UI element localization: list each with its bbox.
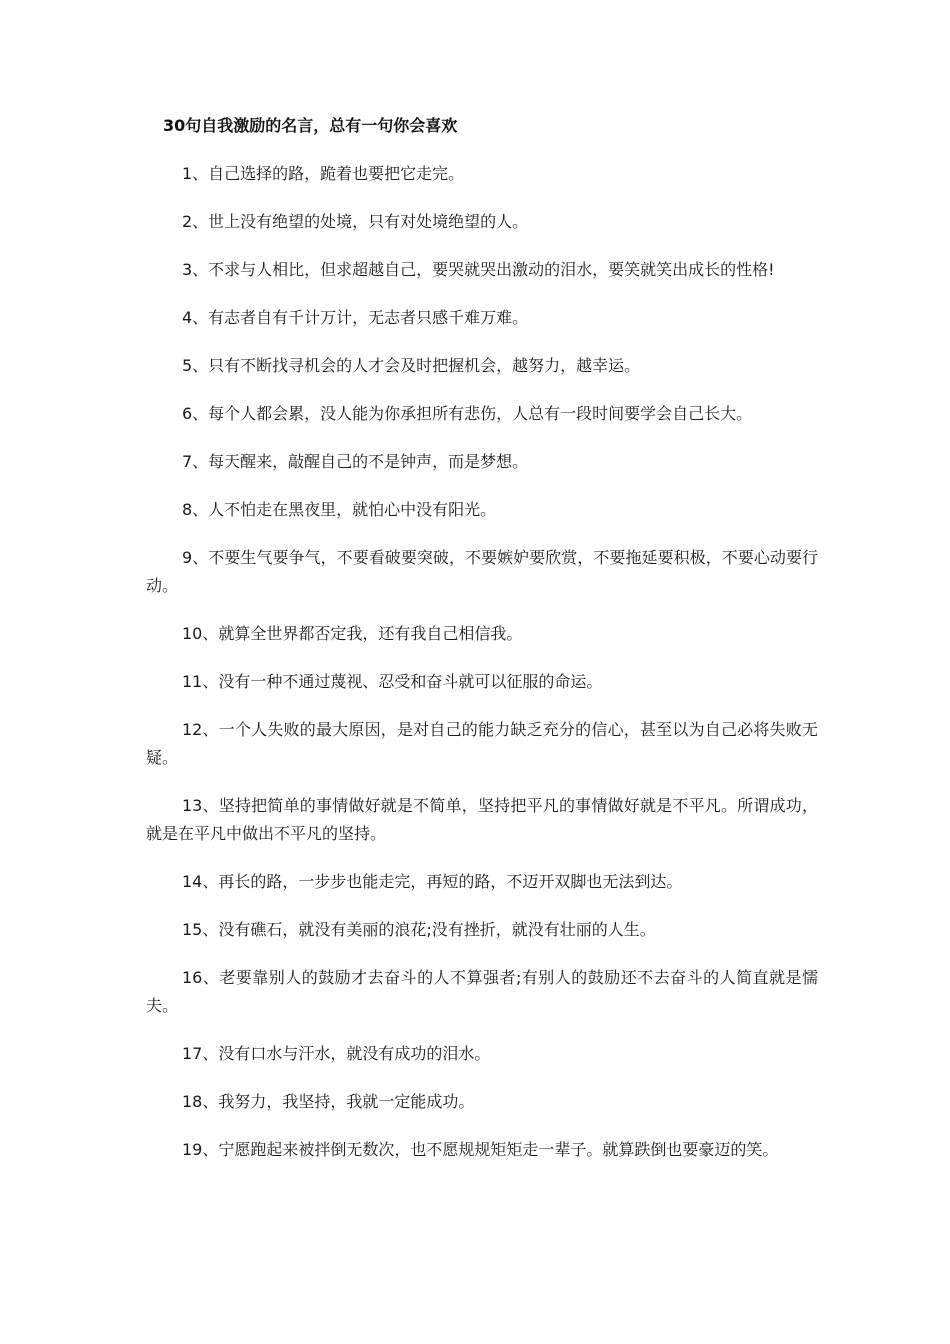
quote-item: 9、不要生气要争气，不要看破要突破，不要嫉妒要欣赏，不要拖延要积极，不要心动要行动。	[146, 548, 818, 595]
quote-item: 15、没有礁石，就没有美丽的浪花;没有挫折，就没有壮丽的人生。	[182, 920, 656, 939]
quote-item: 12、一个人失败的最大原因，是对自己的能力缺乏充分的信心，甚至以为自己必将失败无疑。	[146, 720, 818, 767]
quote-item: 13、坚持把简单的事情做好就是不简单，坚持把平凡的事情做好就是不平凡。所谓成功，就是在平凡中做出不平凡的坚持。	[146, 796, 818, 843]
quote-item: 17、没有口水与汗水，就没有成功的泪水。	[182, 1044, 491, 1063]
quote-item: 18、我努力，我坚持，我就一定能成功。	[182, 1092, 475, 1111]
quote-item: 3、不求与人相比，但求超越自己，要哭就哭出激动的泪水，要笑就笑出成长的性格!	[182, 260, 775, 279]
document-title: 30句自我激励的名言，总有一句你会喜欢	[163, 116, 458, 135]
quote-item: 5、只有不断找寻机会的人才会及时把握机会，越努力，越幸运。	[182, 356, 641, 375]
document-body	[146, 112, 818, 1164]
quote-item: 2、世上没有绝望的处境，只有对处境绝望的人。	[182, 212, 529, 231]
quote-item: 10、就算全世界都否定我，还有我自己相信我。	[182, 624, 523, 643]
quote-item: 8、人不怕走在黑夜里，就怕心中没有阳光。	[182, 500, 497, 519]
quote-item: 6、每个人都会累，没人能为你承担所有悲伤，人总有一段时间要学会自己长大。	[182, 404, 753, 423]
quote-item: 7、每天醒来，敲醒自己的不是钟声，而是梦想。	[182, 452, 529, 471]
quote-item: 4、有志者自有千计万计，无志者只感千难万难。	[182, 308, 529, 327]
quote-list	[146, 160, 818, 1164]
quote-item: 11、没有一种不通过蔑视、忍受和奋斗就可以征服的命运。	[182, 672, 603, 691]
quote-item: 14、再长的路，一步步也能走完，再短的路，不迈开双脚也无法到达。	[182, 872, 683, 891]
quote-item: 1、自己选择的路，跪着也要把它走完。	[182, 164, 465, 183]
quote-item: 16、老要靠别人的鼓励才去奋斗的人不算强者;有别人的鼓励还不去奋斗的人简直就是懦夫。	[146, 968, 818, 1015]
quote-item: 19、宁愿跑起来被拌倒无数次，也不愿规规矩矩走一辈子。就算跌倒也要豪迈的笑。	[182, 1140, 779, 1159]
